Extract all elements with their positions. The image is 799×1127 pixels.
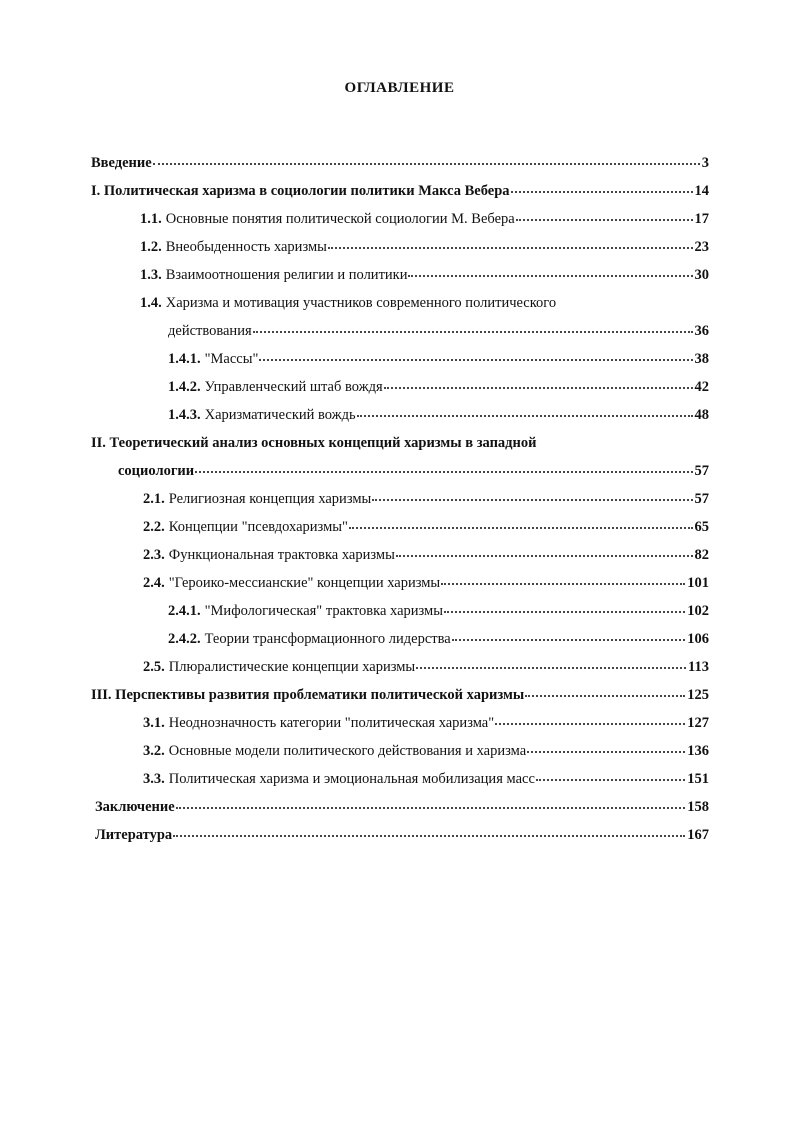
dot-leader [527,751,685,753]
toc-entry-bibliography[interactable] [95,824,709,846]
toc-page-number: 113 [688,659,709,675]
toc-entry-number: 2.1. [143,491,165,507]
toc-entry-label: Теории трансформационного лидерства [204,631,451,647]
toc-entry-label: Управленческий штаб вождя [204,379,383,395]
toc-entry-2-2[interactable] [143,516,709,538]
dot-leader [384,387,693,389]
toc-entry-label: Заключение [95,799,175,815]
toc-entry-label: Функциональная трактовка харизмы [168,547,395,563]
toc-entry-label: Внеобыденность харизмы [165,239,327,255]
toc-entry-1-4-2[interactable] [168,376,709,398]
toc-entry-number: 1.3. [140,267,162,283]
toc-entry-label: "Мифологическая" трактовка харизмы [204,603,443,619]
toc-entry-label: Религиозная концепция харизмы [168,491,372,507]
toc-entry-label: Литература [95,827,173,843]
dot-leader [525,695,685,697]
toc-page-number: 151 [687,771,709,787]
dot-leader [396,555,693,557]
toc-entry-number: 2.5. [143,659,165,675]
toc-entry-number: 2.3. [143,547,165,563]
toc-entry-chapter-1[interactable] [91,180,709,202]
toc-entry-label: Плюралистические концепции харизмы [168,659,416,675]
toc-entry-label: Взаимоотношения религии и политики [165,267,408,283]
toc-entry-label: I. Политическая харизма в социологии политики Макса Вебера [91,183,510,199]
toc-entry-3-3[interactable] [143,768,709,790]
toc-entry-1-4-3[interactable] [168,404,709,426]
toc-entry-label: "Героико-мессианские" концепции харизмы [168,575,441,591]
toc-entry-number: 1.4.2. [168,379,201,395]
toc-page-number: 14 [694,183,709,199]
dot-leader [416,667,686,669]
toc-entry-1-4-continuation[interactable] [168,320,709,342]
toc-page-number: 3 [701,155,709,171]
dot-leader [495,723,685,725]
toc-entry-number: 2.4.2. [168,631,201,647]
toc-entry-2-1[interactable] [143,488,709,510]
toc-page-number: 38 [694,351,709,367]
dot-leader [195,471,692,473]
toc-page-number: 17 [694,211,709,227]
toc-page-number: 106 [687,631,709,647]
toc-entry-label: Основные понятия политической социологии М. Вебера [165,211,515,227]
toc-page-number: 23 [694,239,709,255]
toc-entry-1-4-1[interactable] [168,348,709,370]
dot-leader [511,191,693,193]
toc-entry-number: 2.4. [143,575,165,591]
dot-leader [408,275,692,277]
toc-entry-chapter-2-continuation[interactable] [118,460,709,482]
dot-leader [173,835,685,837]
toc-entry-conclusion[interactable] [95,796,709,818]
dot-leader [516,219,693,221]
dot-leader [253,331,693,333]
toc-entry-number: 1.2. [140,239,162,255]
toc-entry-2-5[interactable] [143,656,709,678]
toc-page-number: 136 [687,743,709,759]
toc-page-number: 127 [687,715,709,731]
toc-entry-1-1[interactable] [140,208,709,230]
dot-leader [176,807,686,809]
toc-entry-label: II. Теоретический анализ основных концепций харизмы в западной [91,435,537,451]
toc-entry-number: 2.4.1. [168,603,201,619]
dot-leader [452,639,686,641]
page-title: ОГЛАВЛЕНИЕ [344,80,455,96]
toc-page-number: 57 [694,463,709,479]
dot-leader [259,359,692,361]
toc-entry-1-4[interactable] [140,292,709,314]
dot-leader [536,779,685,781]
toc-page-number: 158 [687,799,709,815]
toc-entry-number: 2.2. [143,519,165,535]
toc-entry-2-3[interactable] [143,544,709,566]
toc-page-number: 167 [687,827,709,843]
toc-entry-number: 3.1. [143,715,165,731]
dot-leader [357,415,693,417]
toc-entry-label: Харизма и мотивация участников современного политического [165,295,557,311]
toc-entry-2-4[interactable] [143,572,709,594]
toc-entry-2-4-1[interactable] [168,600,709,622]
toc-entry-label: Концепции "псевдохаризмы" [168,519,348,535]
toc-entry-label: Основные модели политического действования и харизма [168,743,527,759]
dot-leader [328,247,693,249]
toc-entry-label: Введение [91,155,152,171]
dot-leader [153,163,700,165]
toc-page-number: 30 [694,267,709,283]
dot-leader [441,583,685,585]
toc-entry-2-4-2[interactable] [168,628,709,650]
toc-entry-3-1[interactable] [143,712,709,734]
dot-leader [372,499,692,501]
toc-entry-chapter-3[interactable] [91,684,709,706]
toc-entry-label: Политическая харизма и эмоциональная мобилизация масс [168,771,535,787]
toc-page-number: 65 [694,519,709,535]
toc-entry-chapter-2[interactable] [91,432,709,454]
toc-page-number: 48 [694,407,709,423]
toc-entry-number: 1.4. [140,295,162,311]
toc-entry-3-2[interactable] [143,740,709,762]
toc-page-number: 36 [694,323,709,339]
toc-page-number: 101 [687,575,709,591]
toc-entry-number: 1.4.1. [168,351,201,367]
toc-entry-1-2[interactable] [140,236,709,258]
toc-page-number: 42 [694,379,709,395]
dot-leader [349,527,693,529]
toc-entry-number: 3.2. [143,743,165,759]
toc-entry-number: 1.1. [140,211,162,227]
toc-entry-label: "Массы" [204,351,259,367]
toc-entry-number: 3.3. [143,771,165,787]
toc-entry-label: Неоднозначность категории "политическая харизма" [168,715,495,731]
toc-entry-label-continuation: действования [168,323,252,339]
toc-page-number: 125 [687,687,709,703]
toc-entry-number: 1.4.3. [168,407,201,423]
toc-entry-label: Харизматический вождь [204,407,356,423]
toc-entry-label-continuation: социологии [118,463,195,479]
dot-leader [444,611,685,613]
toc-page-number: 57 [694,491,709,507]
toc-entry-introduction[interactable] [91,152,709,174]
toc-entry-label: III. Перспективы развития проблематики политической харизмы [91,687,525,703]
toc-page-number: 82 [694,547,709,563]
toc-page-number: 102 [687,603,709,619]
toc-entry-1-3[interactable] [140,264,709,286]
